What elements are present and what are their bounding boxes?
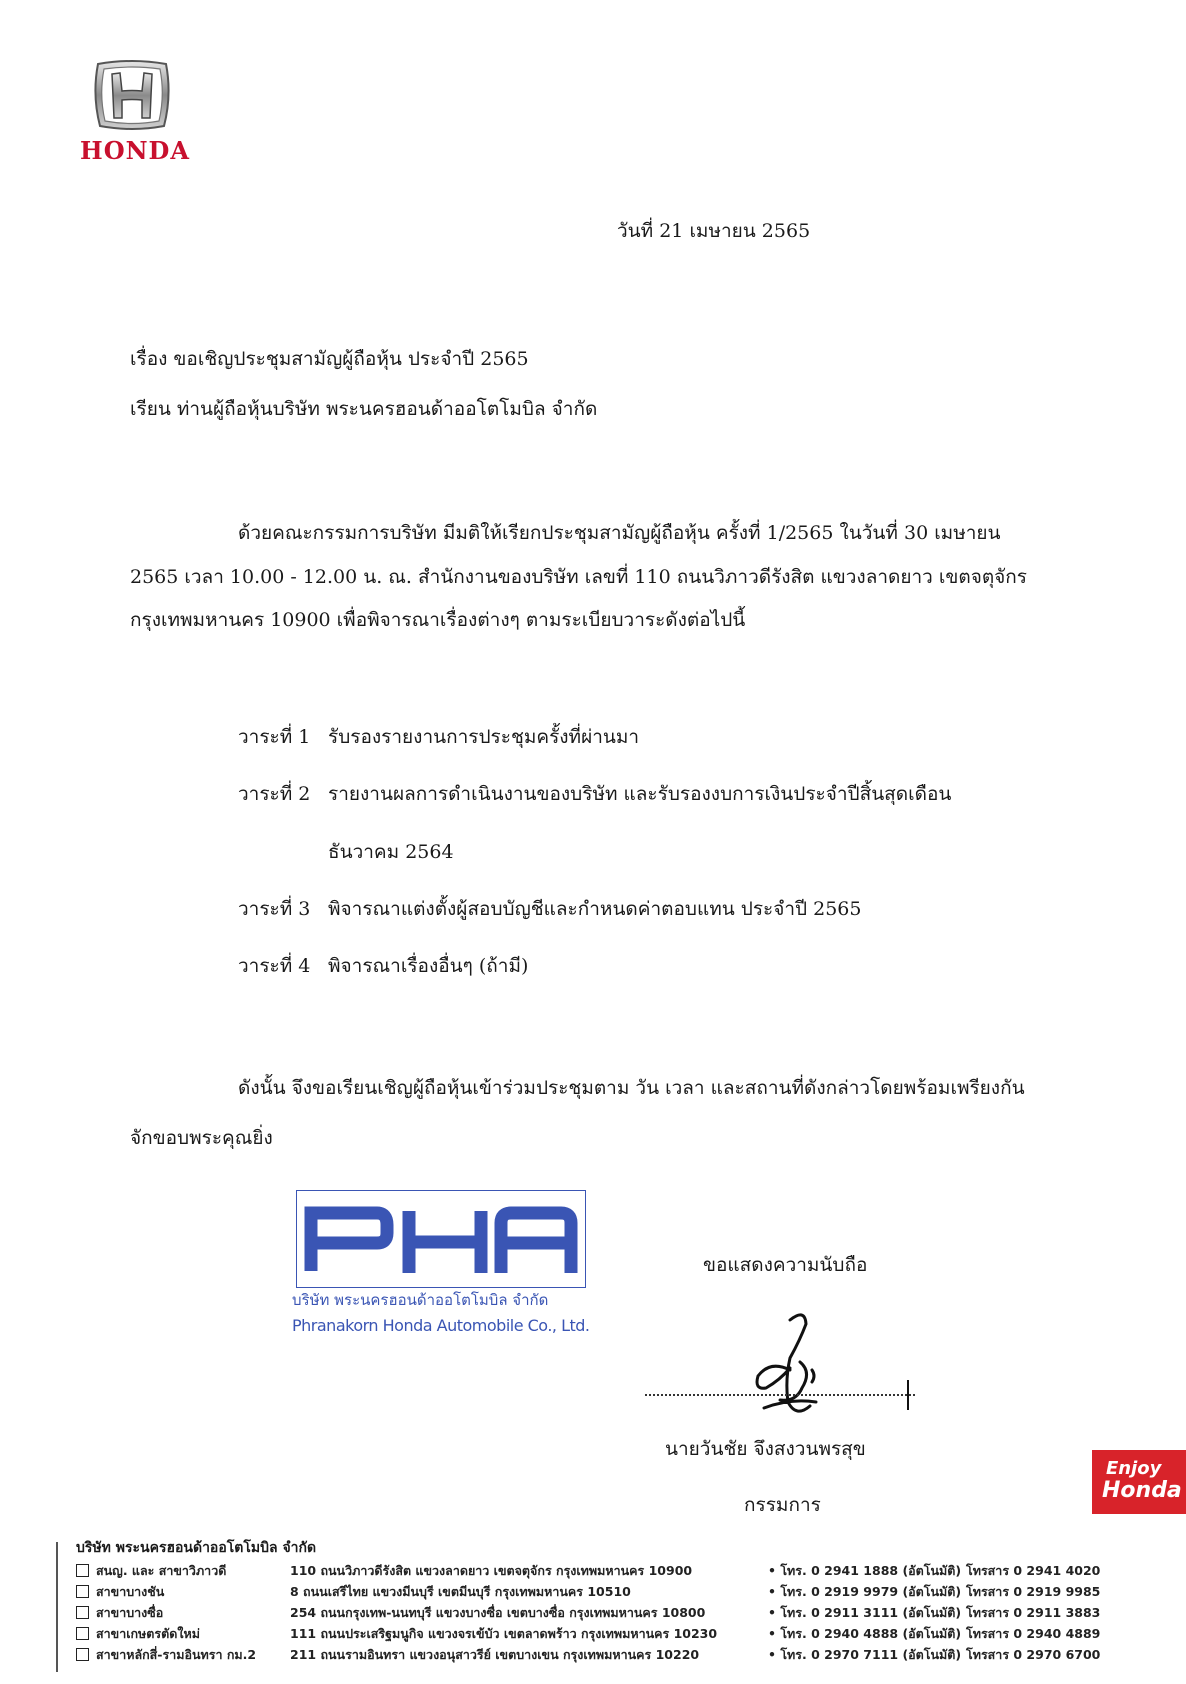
branch-fax: โทรสาร 0 2919 9985: [966, 1584, 1101, 1599]
branch-name: สาขาบางซื่อ: [96, 1605, 164, 1620]
branch-phone: • โทร. 0 2970 7111 (อัตโนมัติ): [768, 1647, 962, 1662]
signer-title: กรรมการ: [744, 1494, 821, 1516]
checkbox-icon: [76, 1564, 89, 1577]
branch-row: [76, 1624, 1116, 1644]
agenda-text: รับรองรายงานการประชุมครั้งที่ผ่านมา: [328, 726, 640, 748]
enjoy-honda-badge: [1092, 1450, 1186, 1514]
footer-company-name: บริษัท พระนครฮอนด้าออโตโมบิล จำกัด: [76, 1540, 317, 1556]
handwritten-signature-icon: [640, 1310, 920, 1430]
agenda-text: รายงานผลการดำเนินงานของบริษัท และรับรองงบการเงินประจำปีสิ้นสุดเดือน: [328, 783, 952, 805]
checkbox-icon: [76, 1648, 89, 1661]
branch-phone: • โทร. 0 2919 9979 (อัตโนมัติ): [768, 1584, 962, 1599]
closing-text: ขอแสดงความนับถือ: [703, 1254, 868, 1276]
branch-fax: โทรสาร 0 2970 6700: [966, 1647, 1101, 1662]
honda-logo: [60, 60, 210, 170]
agenda-text-continued: ธันวาคม 2564: [328, 841, 454, 863]
branch-phone: • โทร. 0 2911 3111 (อัตโนมัติ): [768, 1605, 962, 1620]
branch-address: 8 ถนนเสรีไทย แขวงมีนบุรี เขตมีนบุรี กรุงเทพมหานคร 10510: [290, 1584, 631, 1599]
checkbox-icon: [76, 1606, 89, 1619]
branch-row: [76, 1561, 1116, 1581]
signer-name: นายวันชัย จึงสงวนพรสุข: [665, 1438, 866, 1460]
pha-logo-icon: [297, 1197, 585, 1281]
stamp-company-english: Phranakorn Honda Automobile Co., Ltd.: [292, 1316, 590, 1335]
letter-date: วันที่ 21 เมษายน 2565: [617, 220, 811, 242]
branch-name: สนญ. และ สาขาวิภาวดี: [96, 1563, 227, 1578]
honda-h-mark-icon: [92, 60, 172, 130]
signature-line: [645, 1394, 915, 1396]
badge-line1: Enjoy: [1106, 1458, 1162, 1479]
branch-address: 211 ถนนรามอินทรา แขวงอนุสาวรีย์ เขตบางเขน กรุงเทพมหานคร 10220: [290, 1647, 700, 1662]
agenda-text: พิจารณาเรื่องอื่นๆ (ถ้ามี): [328, 955, 529, 977]
agenda-label: วาระที่ 2: [238, 783, 311, 805]
letter-recipient: เรียน ท่านผู้ถือหุ้นบริษัท พระนครฮอนด้าออโตโมบิล จำกัด: [130, 398, 598, 420]
branch-phone: • โทร. 0 2941 1888 (อัตโนมัติ): [768, 1563, 962, 1578]
agenda-text: พิจารณาแต่งตั้งผู้สอบบัญชีและกำหนดค่าตอบแทน ประจำปี 2565: [328, 898, 862, 920]
branch-fax: โทรสาร 0 2940 4889: [966, 1626, 1101, 1641]
agenda-label: วาระที่ 1: [238, 726, 311, 748]
company-stamp: [296, 1190, 586, 1288]
branch-row: [76, 1603, 1116, 1623]
badge-line2: Honda: [1102, 1478, 1182, 1503]
agenda-label: วาระที่ 3: [238, 898, 311, 920]
honda-wordmark: HONDA: [80, 136, 190, 165]
stamp-company-thai: บริษัท พระนครฮอนด้าออโตโมบิล จำกัด: [292, 1291, 549, 1309]
checkbox-icon: [76, 1585, 89, 1598]
branch-fax: โทรสาร 0 2941 4020: [966, 1563, 1101, 1578]
branch-row: [76, 1582, 1116, 1602]
footer-divider: [56, 1542, 58, 1672]
paragraph1-line: กรุงเทพมหานคร 10900 เพื่อพิจารณาเรื่องต่างๆ ตามระเบียบวาระดังต่อไปนี้: [130, 609, 746, 631]
branch-fax: โทรสาร 0 2911 3883: [966, 1605, 1101, 1620]
paragraph2-line: จักขอบพระคุณยิ่ง: [130, 1127, 273, 1149]
branch-phone: • โทร. 0 2940 4888 (อัตโนมัติ): [768, 1626, 962, 1641]
paragraph1-line: ด้วยคณะกรรมการบริษัท มีมติให้เรียกประชุมสามัญผู้ถือหุ้น ครั้งที่ 1/2565 ในวันที่ 30 เมษายน: [238, 522, 1001, 544]
branch-row: [76, 1645, 1116, 1665]
agenda-label: วาระที่ 4: [238, 955, 311, 977]
paragraph1-line: 2565 เวลา 10.00 - 12.00 น. ณ. สำนักงานของบริษัท เลขที่ 110 ถนนวิภาวดีรังสิต แขวงลาดยาว เขตจตุจักร: [130, 566, 1028, 588]
branch-name: สาขาหลักสี่-รามอินทรา กม.2: [96, 1647, 257, 1662]
branch-address: 254 ถนนกรุงเทพ-นนทบุรี แขวงบางซื่อ เขตบางซื่อ กรุงเทพมหานคร 10800: [290, 1605, 706, 1620]
paragraph2-line: ดังนั้น จึงขอเรียนเชิญผู้ถือหุ้นเข้าร่วมประชุมตาม วัน เวลา และสถานที่ดังกล่าวโดยพร้อมเพรียงกัน: [238, 1077, 1025, 1099]
branch-name: สาขาเกษตรตัดใหม่: [96, 1626, 200, 1641]
letter-subject: เรื่อง ขอเชิญประชุมสามัญผู้ถือหุ้น ประจำปี 2565: [130, 348, 529, 370]
branch-address: 111 ถนนประเสริฐมนูกิจ แขวงจรเข้บัว เขตลาดพร้าว กรุงเทพมหานคร 10230: [290, 1626, 718, 1641]
branch-address: 110 ถนนวิภาวดีรังสิต แขวงลาดยาว เขตจตุจักร กรุงเทพมหานคร 10900: [290, 1563, 693, 1578]
checkbox-icon: [76, 1627, 89, 1640]
branch-name: สาขาบางชัน: [96, 1584, 165, 1599]
